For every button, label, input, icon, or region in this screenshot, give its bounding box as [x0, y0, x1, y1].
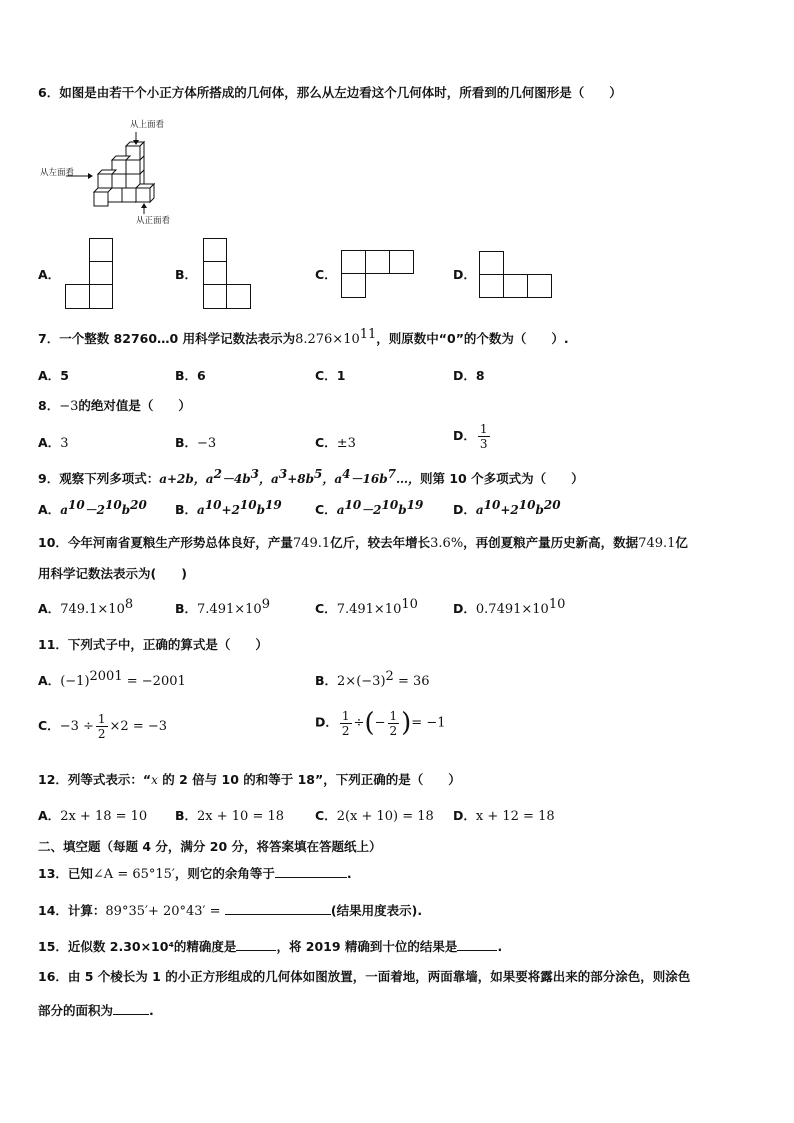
q14-answer-blank[interactable] [225, 914, 331, 915]
q8-option-b: B．−3 [175, 435, 217, 451]
q15-answer-blank-2[interactable] [457, 950, 497, 951]
q16-answer-blank[interactable] [113, 1014, 149, 1015]
q9-option-a: A．$a^{10}-2^{10}b^{20}$ [38, 497, 147, 517]
label-front-view: 从正面看 [136, 216, 171, 226]
q11-option-c: C．−3 ÷ $\frac{1}{2}$ ×2 = −3 [38, 712, 168, 741]
q6-text: 6．如图是由若干个小正方体所搭成的几何体，那么从左边看这个几何体时，所看到的几何图形是（ ） [38, 85, 622, 100]
q11-option-a: A．$(-1)^{2001} = -2001$ [38, 668, 186, 689]
q10-option-a: A．$749.1\times 10^8$ [38, 596, 134, 617]
q7-text: 7．一个整数 82760…0 用科学记数法表示为$8.276\times 10^{11}$，则原数中“0”的个数为（ ）. [38, 326, 569, 347]
q14-text: 14．计算：89°35′+ 20°43′ = (结果用度表示). [38, 903, 423, 919]
q10-line2: 用科学记数法表示为( ) [38, 566, 187, 581]
q10-option-c: C．$7.491\times 10^{10}$ [315, 596, 418, 617]
q6-figure [40, 118, 200, 228]
q12-option-b: B．2x + 10 = 18 [175, 808, 285, 824]
q12-option-c: C．2(x + 10) = 18 [315, 808, 434, 824]
q8-option-c: C．±3 [315, 435, 356, 451]
q10-option-b: B．$7.491\times 10^9$ [175, 596, 270, 617]
section-heading-fill-in: 二、填空题（每题 4 分，满分 20 分，将答案填在答题纸上） [38, 839, 382, 854]
q7-option-b: B．6 [175, 368, 206, 383]
q9-text: 9．观察下列多项式：a+2b，$a^2-4b^3$，$a^3+8b^5$，$a^4-16b^7\dots$，则第 10 个多项式为（ ） [38, 466, 584, 486]
q12-option-d: D．x + 12 = 18 [453, 808, 555, 824]
label-left-view: 从左面看 [40, 168, 75, 178]
q11-option-d: D． $\frac{1}{2}$ ÷(− $\frac{1}{2}$ )= −1 [315, 708, 446, 738]
q15-answer-blank-1[interactable] [236, 950, 276, 951]
q7-option-c: C．1 [315, 368, 346, 383]
q11-text: 11．下列式子中，正确的算式是（ ） [38, 637, 268, 652]
q16-line1: 16．由 5 个棱长为 1 的小正方形组成的几何体如图放置，一面着地，两面靠墙，如果要将露出来的部分涂色，则涂色 [38, 969, 691, 984]
q12-option-a: A．2x + 18 = 10 [38, 808, 148, 824]
q9-option-c: C．$a^{10}-2^{10}b^{19}$ [315, 497, 424, 517]
q15-text: 15．近似数 2.30×10⁴的精确度是 ，将 2019 精确到十位的结果是 . [38, 939, 503, 954]
label-top-view: 从上面看 [130, 120, 165, 130]
q6-option-a-label: A． [38, 267, 61, 282]
q8-option-a: A．3 [38, 435, 69, 451]
q10-line1: 10．今年河南省夏粮生产形势总体良好，产量749.1亿斤，较去年增长3.6%，再创夏粮产量历史新高，数据749.1亿 [38, 535, 688, 551]
q16-line2: 部分的面积为 . [38, 1003, 154, 1018]
q7-option-a: A．5 [38, 368, 69, 383]
q8-text: 8．−3的绝对值是（ ） [38, 398, 191, 414]
q13-answer-blank[interactable] [275, 877, 347, 878]
q6-option-c-label: C． [315, 267, 337, 282]
q10-option-d: D．$0.7491\times 10^{10}$ [453, 596, 566, 617]
q7-option-d: D．8 [453, 368, 485, 383]
q13-text: 13．已知∠A = 65°15′，则它的余角等于 . [38, 866, 352, 882]
q12-text: 12．列等式表示：“x 的 2 倍与 10 的和等于 18”，下列正确的是（ ） [38, 772, 461, 787]
q9-option-d: D．$a^{10}+2^{10}b^{20}$ [453, 497, 561, 517]
q9-option-b: B．$a^{10}+2^{10}b^{19}$ [175, 497, 282, 517]
q8-option-d: D． $\frac{1}{3}$ [453, 422, 488, 451]
q6-option-b-label: B． [175, 267, 198, 282]
q6-option-d-label: D． [453, 267, 476, 282]
q11-option-b: B．$2\times(-3)^2 = 36$ [315, 668, 430, 689]
